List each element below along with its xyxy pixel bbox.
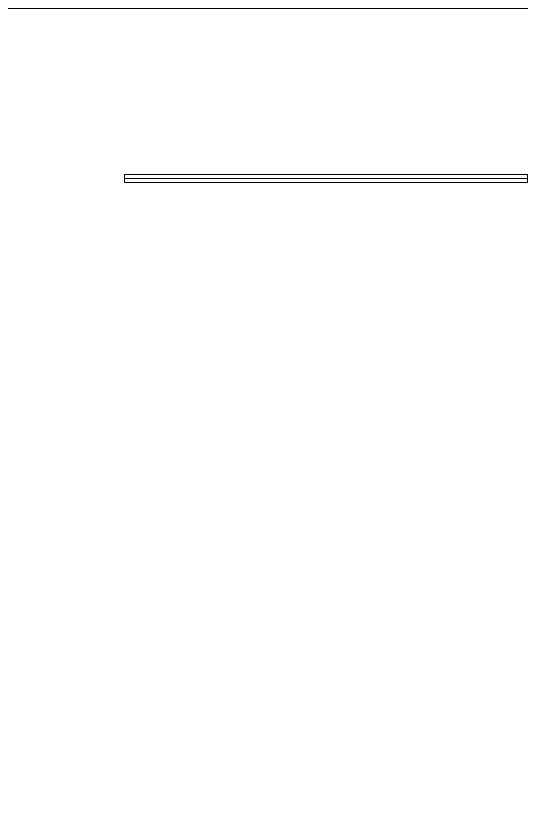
top-article-columns bbox=[124, 14, 528, 174]
right-area bbox=[124, 14, 528, 654]
left-article-columns bbox=[8, 14, 118, 654]
photo-row-label bbox=[125, 179, 528, 183]
photo-row bbox=[125, 179, 528, 183]
candidate-comparison-table bbox=[124, 174, 528, 183]
article-body bbox=[8, 14, 528, 654]
masthead bbox=[8, 6, 528, 9]
